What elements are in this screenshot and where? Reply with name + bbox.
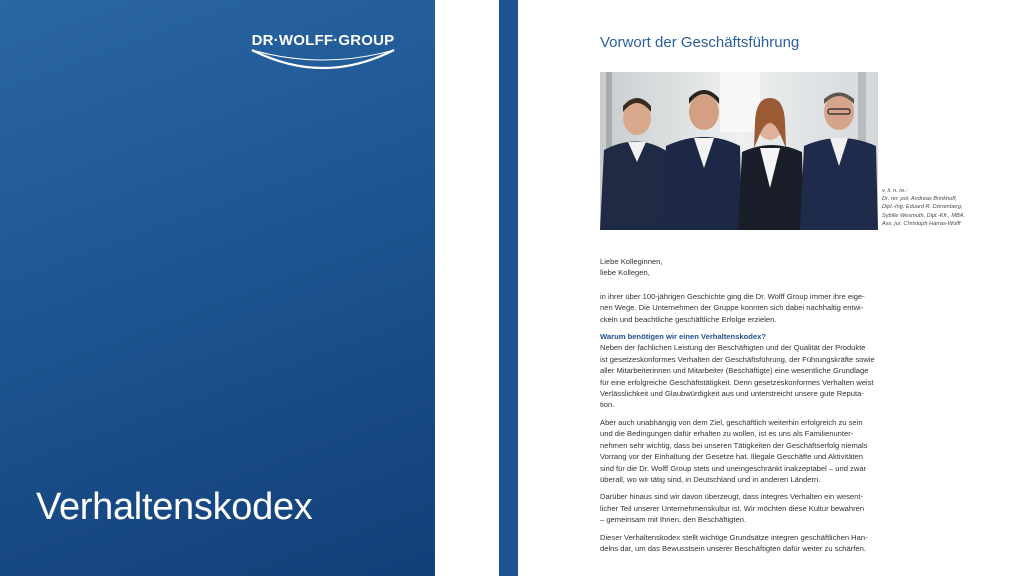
text-line: Vorrang vor der Einhaltung der Gesetze hat. Illegale Geschäfte und Aktivitäten [600, 452, 863, 462]
text-line: und die Bedingungen dafür erhalten zu wollen, ist es uns als Familienunter- [600, 429, 854, 439]
text-line: Dieser Verhaltenskodex stellt wichtige Grundsätze integren geschäftlichen Han- [600, 532, 868, 542]
company-logo [248, 30, 398, 74]
text-line: für eine erfolgreiche Geschäftstätigkeit. Denn gesetzeskonformes Verhalten weist [600, 377, 874, 387]
text-line: Aber auch unabhängig von dem Ziel, geschäftlich weiterhin erfolgreich zu sein [600, 417, 863, 427]
paragraph-1 [600, 342, 885, 410]
logo-swoosh-icon [248, 46, 398, 74]
section-subheading: Warum benötigen wir einen Verhaltenskodex? [600, 332, 766, 342]
intro-paragraph [600, 291, 885, 325]
logo-text: DR·WOLFF·GROUP [251, 32, 395, 49]
management-photo [600, 72, 878, 230]
caption-line: v. li. n. re.: [882, 188, 908, 194]
text-line: delns dar, um das Bewusstsein unserer Beschäftigten dafür weiter zu schärfen. [600, 543, 866, 553]
paragraph-3 [600, 491, 885, 525]
text-line: ckeln und beachtliche geschäftliche Erfolge erzielen. [600, 314, 777, 324]
page-gap [435, 0, 499, 576]
paragraph-2 [600, 417, 885, 485]
foreword-body [600, 256, 885, 560]
caption-line: Dr. rer. pol. Andreas Brinkhoff, [882, 196, 957, 203]
greeting [600, 256, 885, 279]
cover-panel [0, 0, 435, 576]
text-line: nehmen sehr wichtig, dass bei unseren Tätigkeiten der Geschäftserfolg niemals [600, 440, 868, 450]
caption-line: Dipl.-Ing. Eduard R. Dörrenberg, [882, 204, 963, 211]
text-line: in ihrer über 100-jährigen Geschichte ging die Dr. Wolff Group immer ihre eige- [600, 291, 865, 301]
text-line: licher Teil unserer Unternehmenskultur ist. Wir möchten diese Kultur bewahren [600, 503, 865, 513]
text-line: Verlässlichkeit und Glaubwürdigkeit aus und unterstreicht unsere gute Reputa- [600, 389, 864, 399]
text-line: – gemeinsam mit Ihnen, den Beschäftigten. [600, 515, 747, 525]
text-line: Darüber hinaus sind wir davon überzeugt, dass integres Verhalten ein wesent- [600, 492, 863, 502]
cover-title: Verhaltenskodex [36, 486, 313, 528]
caption-line: Sybille Wesmuth, Dipl.-Kfr., MBA, [882, 212, 965, 219]
text-line: aller Mitarbeiterinnen und Mitarbeiter (Beschäftigte) eine wesentliche Grundlage [600, 366, 869, 376]
text-line: ist gesetzeskonformes Verhalten der Geschäftsführung, der Führungskräfte sowie [600, 354, 875, 364]
caption-line: Ass. jur. Christoph Harras-Wolff [882, 220, 961, 227]
text-line: Neben der fachlichen Leistung der Beschäftigten und der Qualität der Produkte [600, 343, 866, 353]
group-portrait-image [600, 72, 878, 230]
page-title: Vorwort der Geschäftsführung [600, 34, 800, 51]
text-line: nen Wege. Die Unternehmen der Gruppe konnten sich dabei nachhaltig entwi- [600, 303, 864, 313]
text-line: tion. [600, 400, 615, 410]
page-edge-strip [499, 0, 518, 576]
greeting-line: Liebe Kolleginnen, [600, 257, 663, 266]
text-line: überall, wo wir tätig sind, in Deutschland und in anderen Ländern. [600, 474, 821, 484]
photo-caption [882, 187, 965, 228]
greeting-line: liebe Kollegen, [600, 268, 650, 278]
paragraph-4 [600, 532, 885, 555]
text-line: sind für die Dr. Wolff Group stets und uneingeschränkt inakzeptabel – und zwar [600, 463, 867, 473]
foreword-page [499, 0, 1024, 576]
